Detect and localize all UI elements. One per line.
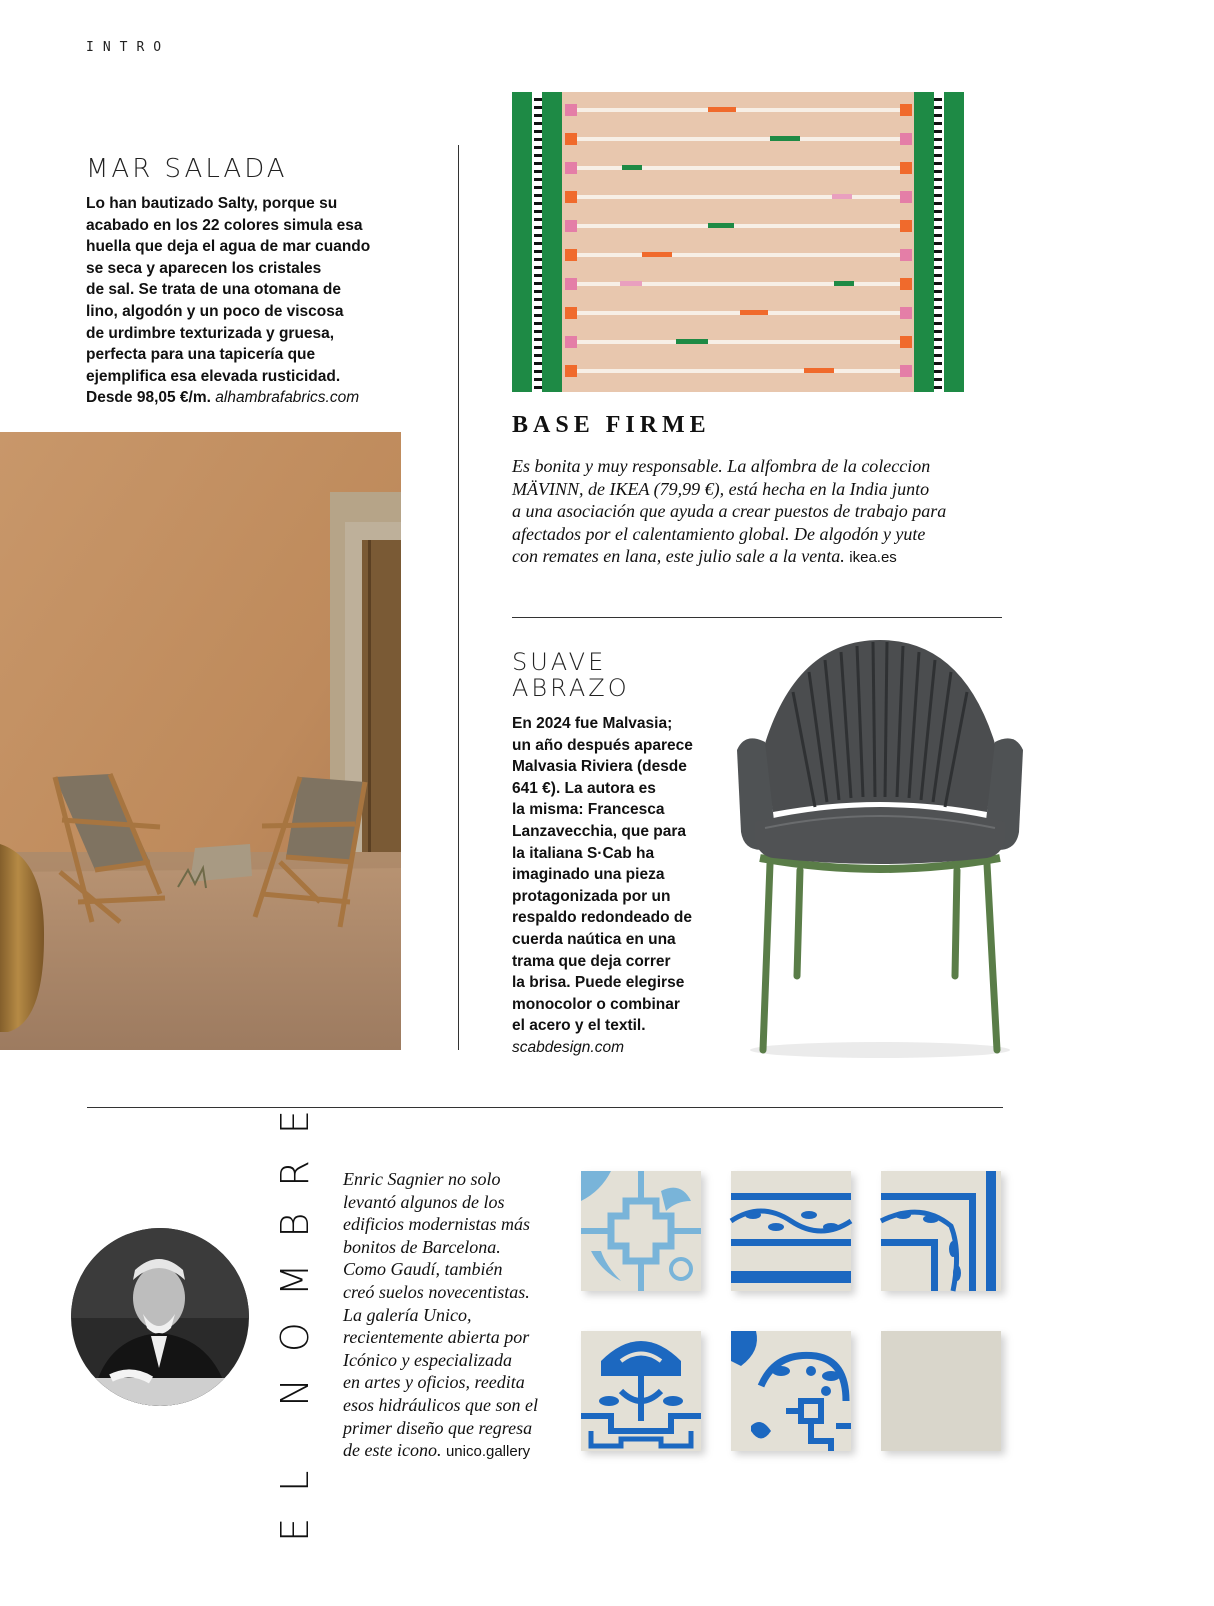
base-firme-last-text: con remates en lana, este julio sale a la venta.	[512, 546, 845, 567]
tile-2	[731, 1171, 851, 1291]
mar-salada-line: de sal. Se trata de una otomana de	[86, 281, 341, 299]
el-nombre-line: en artes y oficios, reedita	[343, 1372, 525, 1393]
suave-abrazo-line: trama que deja correr	[512, 952, 671, 970]
base-firme-title: BASE FIRME	[512, 412, 711, 438]
el-nombre-line: Como Gaudí, también	[343, 1259, 503, 1280]
suave-abrazo-line: Lanzavecchia, que para	[512, 822, 687, 840]
el-nombre-line: Enric Sagnier no solo	[343, 1169, 501, 1189]
el-nombre-title	[273, 1084, 317, 1542]
mar-salada-title: MAR SALADA	[86, 154, 288, 184]
base-firme-line: MÄVINN, de IKEA (79,99 €), está hecha en la India junto	[512, 478, 930, 499]
suave-abrazo-line: el acero y el textil.	[512, 1017, 646, 1035]
el-nombre-link[interactable]: unico.gallery	[445, 1443, 531, 1461]
el-nombre-last-text: de este icono.	[343, 1440, 442, 1461]
suave-abrazo-line: Malvasia Riviera (desde	[512, 758, 687, 776]
el-nombre-last-line	[343, 1439, 563, 1464]
mar-salada-link[interactable]: alhambrafabrics.com	[215, 389, 360, 407]
tile-5	[731, 1331, 851, 1451]
mar-salada-body	[86, 193, 416, 409]
mar-salada-line: se seca y aparecen los cristales	[86, 259, 322, 277]
mar-salada-line: ejemplifica esa elevada rusticidad.	[86, 367, 341, 385]
suave-abrazo-line: cuerda naútica en una	[512, 930, 676, 948]
mar-salada-price: Desde 98,05 €/m.	[86, 389, 211, 407]
tile-4	[581, 1331, 701, 1451]
suave-abrazo-line: monocolor o combinar	[512, 995, 680, 1013]
suave-abrazo-line: la misma: Francesca	[512, 801, 665, 819]
section-divider	[512, 617, 1002, 618]
mar-salada-line: huella que deja el agua de mar cuando	[86, 238, 371, 256]
base-firme-line: afectados por el calentamiento global. De algodón y yute	[512, 523, 926, 544]
tile-3	[881, 1171, 1001, 1291]
mar-salada-line: Lo han bautizado Salty, porque su	[86, 195, 338, 212]
mar-salada-line: acabado en los 22 colores simula esa	[86, 216, 363, 234]
chair-image	[725, 632, 1025, 1062]
mar-salada-line: perfecta para una tapicería que	[86, 346, 316, 364]
base-firme-link[interactable]: ikea.es	[849, 549, 897, 567]
suave-abrazo-title-line1: SUAVE	[512, 648, 607, 676]
tiles-image	[575, 1165, 1015, 1485]
mar-salada-line: lino, algodón y un poco de viscosa	[86, 302, 344, 320]
tile-1	[581, 1171, 701, 1291]
suave-abrazo-body	[512, 713, 712, 1059]
rug-image	[512, 92, 964, 392]
suave-abrazo-line: protagonizada por un	[512, 887, 671, 905]
suave-abrazo-line: imaginado una pieza	[512, 866, 665, 884]
base-firme-line: Es bonita y muy responsable. La alfombra de la coleccion	[512, 456, 931, 476]
el-nombre-line: edificios modernistas más	[343, 1214, 530, 1235]
el-nombre-line: La galería Unico,	[343, 1304, 472, 1325]
suave-abrazo-line: 641 €). La autora es	[512, 779, 656, 797]
portrait-photo	[71, 1228, 249, 1406]
suave-abrazo-line: En 2024 fue Malvasia;	[512, 715, 673, 732]
column-divider	[458, 145, 459, 1050]
courtyard-photo	[0, 432, 401, 1050]
suave-abrazo-title-line2: ABRAZO	[512, 674, 630, 702]
el-nombre-title-text: EL NOMBRE	[273, 1084, 317, 1542]
suave-abrazo-line: respaldo redondeado de	[512, 909, 693, 927]
suave-abrazo-title	[512, 649, 630, 701]
base-firme-line: a una asociación que ayuda a crear puestos de trabajo para	[512, 501, 947, 522]
el-nombre-line: Icónico y especializada	[343, 1349, 512, 1370]
el-nombre-body	[343, 1168, 563, 1464]
base-firme-body	[512, 455, 982, 570]
tile-6	[881, 1331, 1001, 1451]
mar-salada-line: de urdimbre texturizada y gruesa,	[86, 324, 335, 342]
suave-abrazo-line: la italiana S·Cab ha	[512, 844, 655, 862]
suave-abrazo-line: un año después aparece	[512, 736, 693, 754]
suave-abrazo-line: la brisa. Puede elegirse	[512, 974, 685, 992]
base-firme-last-line	[512, 545, 982, 570]
el-nombre-line: creó suelos novecentistas.	[343, 1281, 530, 1302]
el-nombre-line: primer diseño que regresa	[343, 1417, 533, 1438]
el-nombre-line: esos hidráulicos que son el	[343, 1394, 538, 1415]
el-nombre-line: recientemente abierta por	[343, 1327, 530, 1348]
section-divider	[87, 1107, 1003, 1108]
suave-abrazo-link[interactable]: scabdesign.com	[512, 1038, 625, 1056]
mar-salada-price-line	[86, 387, 416, 409]
el-nombre-line: levantó algunos de los	[343, 1191, 505, 1212]
el-nombre-line: bonitos de Barcelona.	[343, 1236, 501, 1257]
section-tag: INTRO	[86, 40, 171, 55]
